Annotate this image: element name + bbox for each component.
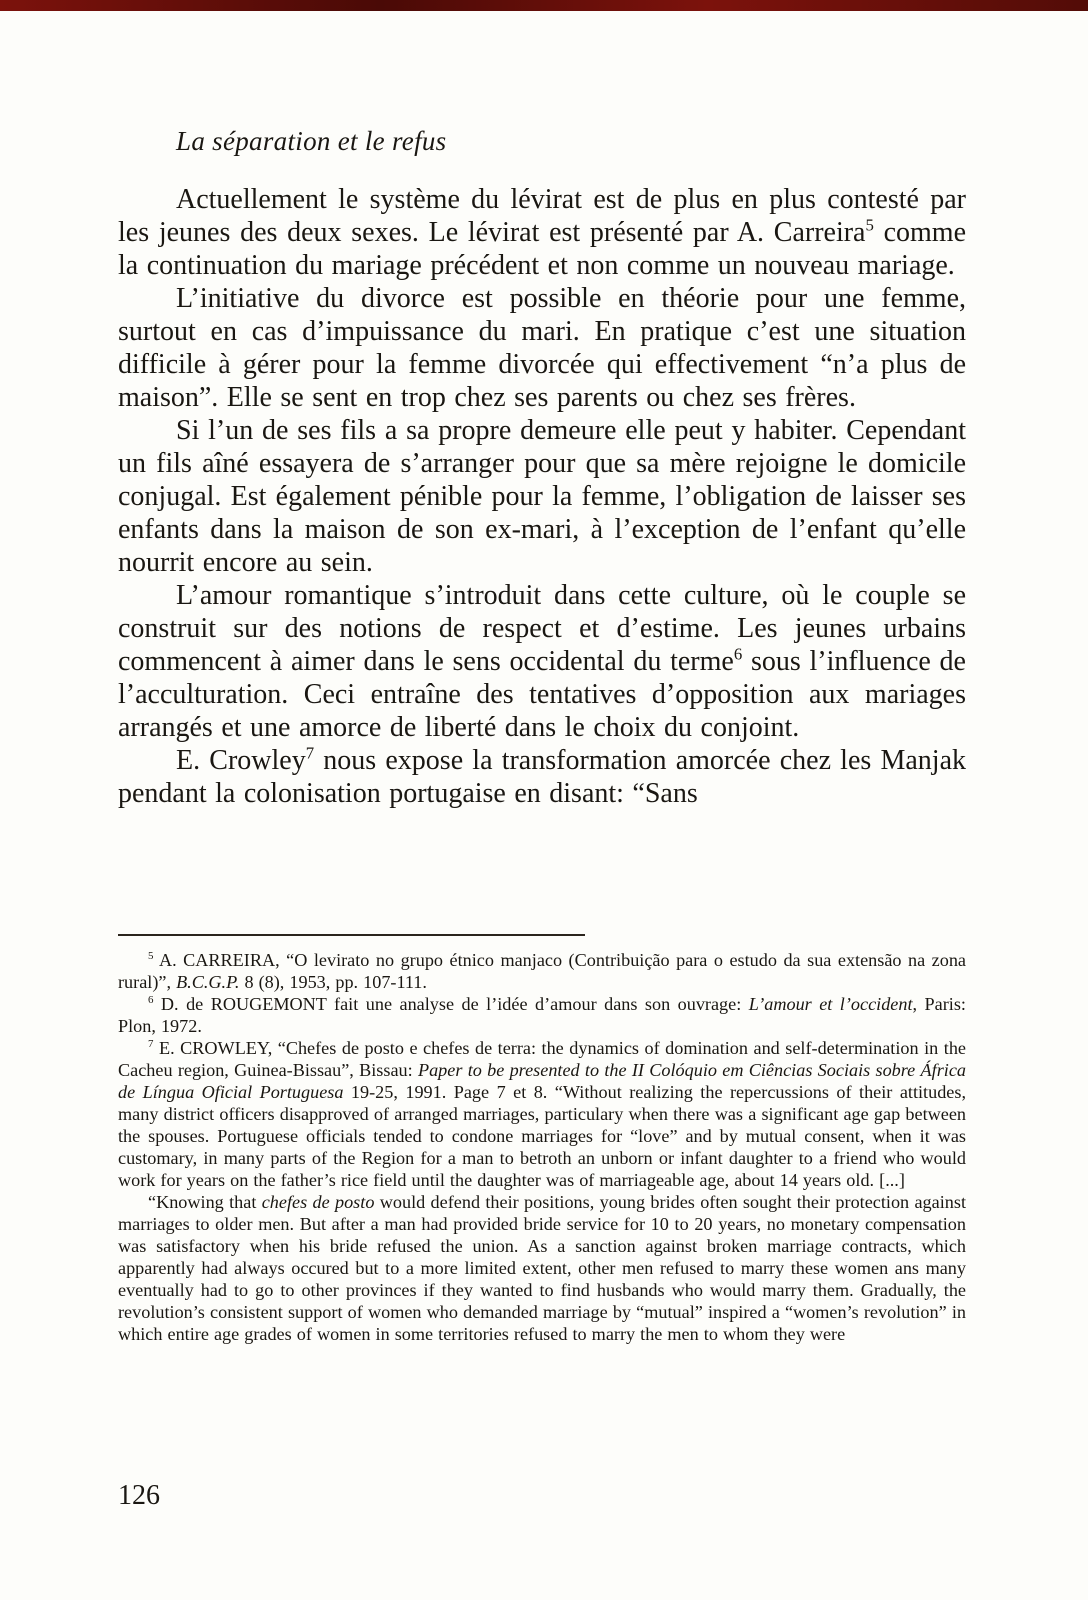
body-paragraph (118, 282, 966, 414)
body-paragraph (118, 744, 966, 810)
body-paragraph (118, 579, 966, 744)
italic-text: L’amour et l’occident (748, 994, 913, 1014)
text-run: A. CARREIRA, “O levirato no grupo étnico manjaco (Contribuição para o estudo da sua extensão na zona rural)”, (118, 950, 966, 992)
text-run: comme la continuation du mariage précédent et non comme un nouveau mariage. (118, 217, 967, 281)
italic-text: B.C.G.P. (176, 972, 240, 992)
footnote-paragraph (118, 949, 966, 993)
footnote-paragraph (118, 1037, 966, 1191)
text-run: would defend their positions, young brides often sought their protection against marriages to older men. But after a man had provided bride service for 10 to 20 years, no monetary compensation was satisfactory when his bride refused the union. As a sanction against broken marriage contracts, which apparently had always occured but to a more limited extent, other men refused to marry these women ans many eventually had to go to other provinces if they wanted to find husbands who would marry them. Gradually, the revolution’s consistent support of women who demanded marriage by “mutual” inspired a “women’s revolution” in which entire age grades of women in some territories refused to marry the men to whom they were (118, 1192, 967, 1344)
text-run: Actuellement le système du lévirat est de plus en plus contesté par les jeunes des deux sexes. Le lévirat est présenté par A. Carreira (118, 184, 966, 248)
footnote-marker: 7 (148, 1037, 154, 1050)
footnote-area (118, 934, 966, 1345)
footnote-marker: 6 (148, 993, 154, 1006)
text-run: L’amour romantique s’introduit dans cette culture, où le couple se construit sur des notions de respect et d’estime. Les jeunes urbains commencent à aimer dans le sens occidental du terme (118, 580, 966, 677)
footnote-marker: 5 (148, 949, 154, 962)
footnotes (118, 949, 966, 1345)
text-run: 8 (8), 1953, pp. 107-111. (239, 972, 427, 992)
footnote-marker: 5 (865, 215, 874, 235)
text-run: Si l’un de ses fils a sa propre demeure elle peut y habiter. Cependant un fils aîné essayera de s’arranger pour que sa mère rejoigne le domicile conjugal. Est également pénible pour la femme, l’obligation de laisser ses enfants dans la maison de son ex-mari, à l’exception de l’enfant qu’elle nourrit encore au sein. (118, 415, 966, 578)
section-title: La séparation et le refus (176, 126, 447, 156)
text-run: D. de ROUGEMONT fait une analyse de l’idée d’amour dans son ouvrage: (153, 994, 749, 1014)
text-run: 19-25, 1991. Page 7 et 8. “Without realizing the repercussions of their attitudes, many district officers disapproved of arranged marriages, particulary when there was a significant age gap between the spouses. Portuguese officials tended to condone marriages for “love” and by mutual consent, when it was customary, in many parts of the Region for a man to betroth an unborn or infant daughter to a friend who would work for years on the father’s rice field until the daughter was of marriageable age, about 14 years old. [...] (118, 1082, 966, 1190)
text-run: E. CROWLEY, “Chefes de posto e chefes de terra: the dynamics of domination and self-determination in the Cacheu region, Guinea-Bissau”, Bissau: (118, 1038, 966, 1080)
text-run: L’initiative du divorce est possible en théorie pour une femme, surtout en cas d’impuissance du mari. En pratique c’est une situation difficile à gérer pour la femme divorcée qui effectivement “n’a plus de maison”. Elle se sent en trop chez ses parents ou chez ses frères. (118, 283, 966, 413)
body-paragraph (118, 183, 966, 282)
body-paragraph (118, 414, 966, 579)
text-run: nous expose la transformation amorcée chez les Manjak pendant la colonisation portugaise en disant: “Sans (118, 745, 966, 809)
footnote-marker: 7 (305, 743, 315, 763)
scan-edge-artifact (0, 0, 1088, 11)
italic-text: Paper to be presented to the II Colóquio em Ciências Sociais sobre África de Língua Oficial Portuguesa (118, 1060, 966, 1102)
italic-text: chefes de posto (261, 1192, 375, 1212)
body-text (118, 183, 966, 810)
footnote-paragraph (118, 993, 966, 1037)
text-run: “Knowing that (148, 1192, 262, 1212)
footnote-marker: 6 (733, 644, 743, 664)
text-run: , Paris: Plon, 1972. (118, 994, 966, 1036)
text-run: sous l’influence de l’acculturation. Ceci entraîne des tentatives d’opposition aux mariages arrangés et une amorce de liberté dans le choix du conjoint. (118, 646, 966, 743)
text-run: E. Crowley (176, 745, 306, 776)
footnote-paragraph (118, 1191, 966, 1345)
footnote-separator (118, 934, 585, 936)
page-number: 126 (118, 1480, 160, 1511)
